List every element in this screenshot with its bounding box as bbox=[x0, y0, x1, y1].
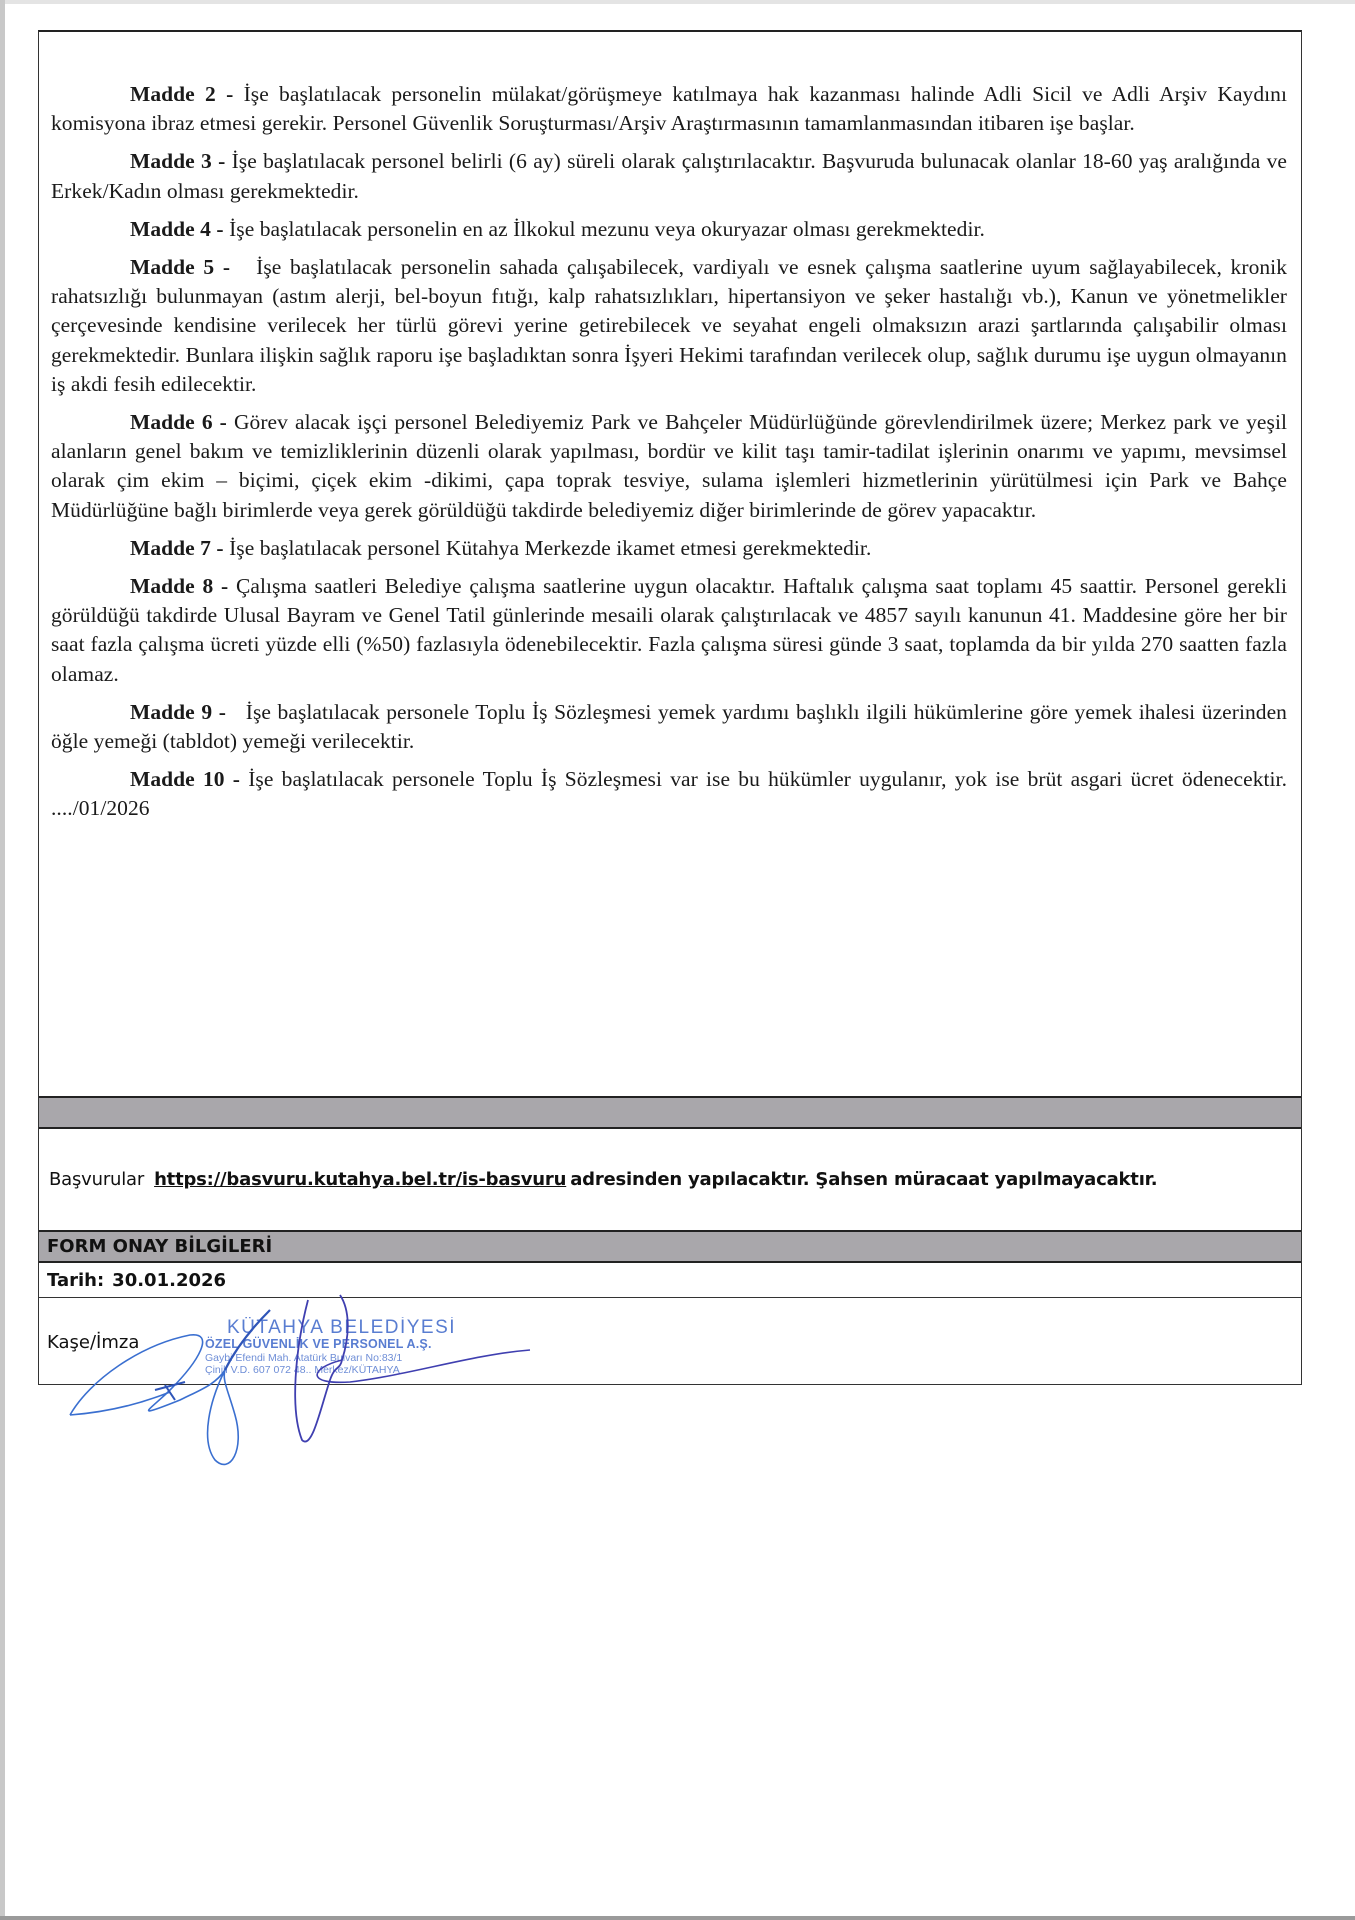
clause-label: Madde 7 - bbox=[130, 535, 224, 560]
clause-text: Çalışma saatleri Belediye çalışma saatlerine uygun olacaktır. Haftalık çalışma saat toplamı 45 saattir. Personel gerekli görüldüğü takdirde Ulusal Bayram ve Genel Tatil günlerinde mesaili olarak çalıştırılacak ve 4857 sayılı kanunun 41. Maddesine göre her bir saat fazla çalışma ücreti yüzde elli (%50) fazlasıyla ödenebilecektir. Fazla çalışma süresi günde 3 saat, toplamda da bir yılda 270 saatten fazla olamaz. bbox=[51, 574, 1287, 686]
clause-madde-2 bbox=[51, 80, 1287, 138]
clause-madde-3 bbox=[51, 147, 1287, 205]
clause-label: Madde 2 - bbox=[130, 82, 234, 106]
clause-text: İşe başlatılacak personele Toplu İş Sözleşmesi yemek yardımı başlıklı ilgili hükümlerine göre yemek ihalesi üzerinden öğle yemeği (tabldot) yemeği verilecektir. bbox=[51, 699, 1287, 754]
clause-text: İşe başlatılacak personelin mülakat/görüşmeye katılmaya hak kazanması halinde Adli Sicil ve Adli Arşiv Kaydını komisyona ibraz etmesi gerekir. Personel Güvenlik Soruşturması/Arşiv Araştırmasının tamamlanmasından itibaren işe başlar. bbox=[51, 82, 1287, 136]
clause-text: İşe başlatılacak personelin sahada çalışabilecek, vardiyalı ve esnek çalışma saatlerine uyum sağlayabilecek, kronik rahatsızlığı bulunmayan (astım alerji, bel-boyun fıtığı, kalp rahatsızlıkları, hipertansiyon ve şeker hastalığı vb.), Kanun ve yönetmelikler çerçevesinde kendisine verilecek her türlü görevi yerine getirebilecek ve seyahat engeli olmaksızın arazi şartlarında çalışabilir olması gerekmektedir. Bunlara ilişkin sağlık raporu işe başladıktan sonra İşyeri Hekimi tarafından verilecek olup, sağlık durumu işe uygun olmayanın iş akdi fesih edilecektir. bbox=[51, 255, 1287, 396]
application-lead: Başvurular bbox=[49, 1169, 145, 1190]
document-frame bbox=[38, 30, 1302, 1385]
stamp-signature-label: Kaşe/İmza bbox=[47, 1331, 140, 1353]
separator-band bbox=[39, 1096, 1301, 1129]
clause-label: Madde 10 - bbox=[130, 767, 240, 792]
clause-label: Madde 9 - bbox=[130, 699, 226, 724]
application-rest: adresinden yapılacaktır. Şahsen müracaat yapılmayacaktır. bbox=[570, 1169, 1158, 1190]
stamp-line-4: Çinili V.D. 607 072 48.. Merkez/KÜTAHYA bbox=[205, 1364, 400, 1376]
clause-madde-5 bbox=[51, 253, 1287, 399]
clause-label: Madde 4 - bbox=[130, 216, 224, 241]
clause-madde-8 bbox=[51, 572, 1287, 689]
clauses-list bbox=[51, 80, 1287, 833]
application-info-row bbox=[39, 1129, 1301, 1230]
clause-text: İşe başlatılacak personel belirli (6 ay) süreli olarak çalıştırılacaktır. Başvuruda bulunacak olanlar 18-60 yaş aralığında ve Erkek/Kadın olması gerekmektedir. bbox=[51, 149, 1287, 203]
clause-label: Madde 8 - bbox=[130, 574, 229, 599]
clause-label: Madde 3 - bbox=[130, 149, 226, 174]
clause-text: İşe başlatılacak personele Toplu İş Sözleşmesi var ise bu hükümler uygulanır, yok ise brüt asgari ücret ödenecektir. ..../01/2026 bbox=[51, 767, 1287, 821]
stamp-line-2: ÖZEL GÜVENLİK VE PERSONEL A.Ş. bbox=[205, 1337, 432, 1351]
date-value: 30.01.2026 bbox=[112, 1269, 227, 1291]
scan-edge-top bbox=[0, 0, 1355, 4]
clause-madde-7 bbox=[51, 534, 1287, 563]
clause-label: Madde 6 - bbox=[130, 410, 227, 435]
clause-madde-6 bbox=[51, 408, 1287, 525]
scan-edge-left bbox=[0, 0, 5, 1920]
application-link[interactable]: https://basvuru.kutahya.bel.tr/is-basvuru bbox=[154, 1169, 567, 1190]
clause-madde-10 bbox=[51, 765, 1287, 823]
clause-text: İşe başlatılacak personel Kütahya Merkezde ikamet etmesi gerekmektedir. bbox=[229, 535, 872, 560]
approval-heading: FORM ONAY BİLGİLERİ bbox=[39, 1230, 1301, 1263]
stamp-line-1: KÜTAHYA BELEDİYESİ bbox=[227, 1317, 457, 1338]
clause-text: İşe başlatılacak personelin en az İlkokul mezunu veya okuryazar olması gerekmektedir. bbox=[229, 216, 985, 241]
scan-edge-bottom bbox=[0, 1916, 1355, 1920]
clause-madde-9 bbox=[51, 698, 1287, 756]
date-label: Tarih: bbox=[47, 1269, 105, 1291]
clause-label: Madde 5 - bbox=[130, 255, 231, 280]
handwritten-signature-icon bbox=[50, 1290, 550, 1510]
clause-madde-4 bbox=[51, 215, 1287, 244]
stamp-line-3: Gaybi Efendi Mah. Atatürk Bulvarı No:83/1 bbox=[205, 1351, 403, 1364]
clause-text: Görev alacak işçi personel Belediyemiz Park ve Bahçeler Müdürlüğünde görevlendirilmek üzere; Merkez park ve yeşil alanların genel bakım ve temizliklerinin düzenli olarak yapılması, bordür ve kilit taşı tamir-tadilat işlerinin onarımı ve yapımı, mevsimsel olarak çim ekim – biçimi, çiçek ekim -dikimi, çapa toprak tesviye, sulama işlemleri hizmetlerinin yürütülmesi için Park ve Bahçe Müdürlüğüne bağlı birimlerde veya gerek görüldüğü takdirde belediyemiz diğer birimlerinde de görev yapacaktır. bbox=[51, 410, 1287, 522]
